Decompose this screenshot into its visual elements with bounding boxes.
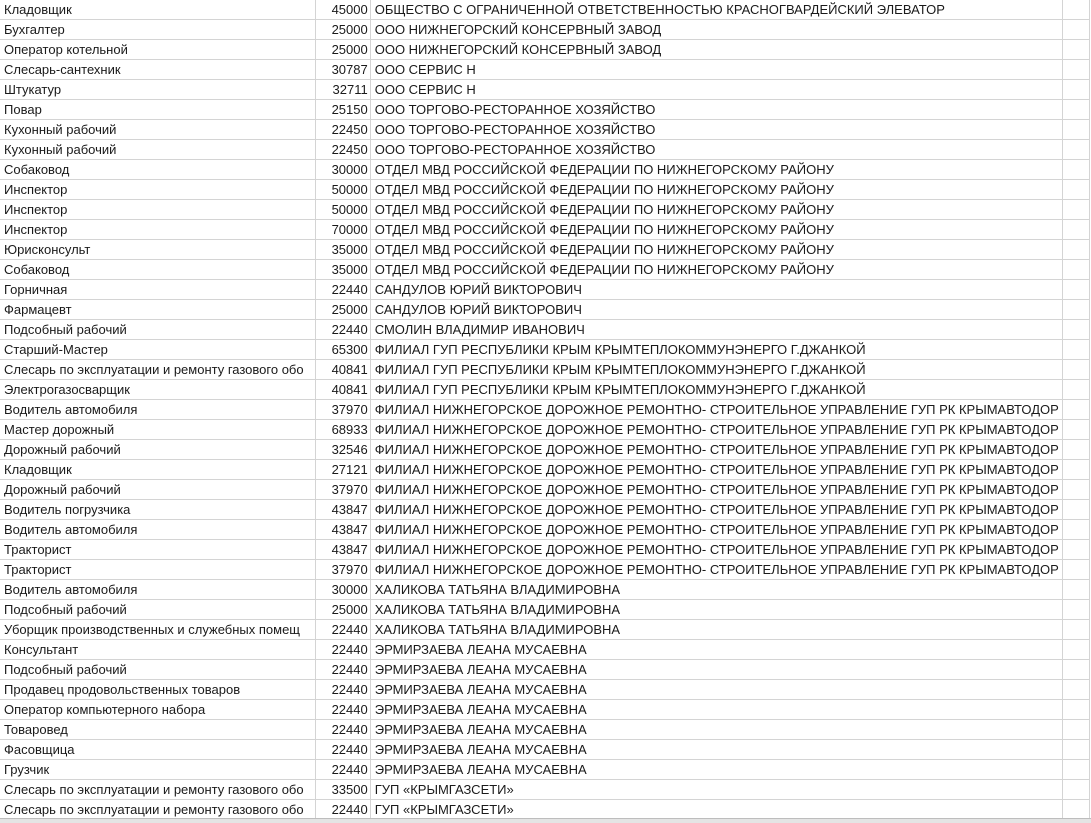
sheet-tab-bar: [0, 818, 1091, 823]
cell-empty[interactable]: [1062, 540, 1089, 560]
cell-salary[interactable]: 45000: [316, 0, 370, 20]
cell-employer[interactable]: ФИЛИАЛ НИЖНЕГОРСКОЕ ДОРОЖНОЕ РЕМОНТНО- СТРОИТЕЛЬНОЕ УПРАВЛЕНИЕ ГУП РК КРЫМАВТОДОР: [370, 560, 1062, 580]
cell-empty[interactable]: [1062, 60, 1089, 80]
table-row: [0, 500, 1090, 520]
cell-salary[interactable]: 37970: [316, 480, 370, 500]
table-row: [0, 400, 1090, 420]
cell-employer[interactable]: ЭРМИРЗАЕВА ЛЕАНА МУСАЕВНА: [370, 640, 1062, 660]
table-row: [0, 480, 1090, 500]
cell-salary[interactable]: 37970: [316, 400, 370, 420]
cell-employer[interactable]: ОТДЕЛ МВД РОССИЙСКОЙ ФЕДЕРАЦИИ ПО НИЖНЕГОРСКОМУ РАЙОНУ: [370, 220, 1062, 240]
cell-employer[interactable]: ООО НИЖНЕГОРСКИЙ КОНСЕРВНЫЙ ЗАВОД: [370, 40, 1062, 60]
cell-salary[interactable]: 68933: [316, 420, 370, 440]
cell-empty[interactable]: [1062, 340, 1089, 360]
table-row: [0, 740, 1090, 760]
table-row: [0, 700, 1090, 720]
table-row: [0, 680, 1090, 700]
cell-salary[interactable]: 22440: [316, 760, 370, 780]
cell-employer[interactable]: САНДУЛОВ ЮРИЙ ВИКТОРОВИЧ: [370, 300, 1062, 320]
table-row: [0, 40, 1090, 60]
cell-empty[interactable]: [1062, 220, 1089, 240]
cell-employer[interactable]: ФИЛИАЛ ГУП РЕСПУБЛИКИ КРЫМ КРЫМТЕПЛОКОММУНЭНЕРГО Г.ДЖАНКОЙ: [370, 380, 1062, 400]
cell-position[interactable]: Инспектор: [0, 220, 316, 240]
cell-position[interactable]: Подсобный рабочий: [0, 320, 316, 340]
cell-position[interactable]: Бухгалтер: [0, 20, 316, 40]
cell-position[interactable]: Юрисконсульт: [0, 240, 316, 260]
cell-employer[interactable]: ЭРМИРЗАЕВА ЛЕАНА МУСАЕВНА: [370, 660, 1062, 680]
cell-empty[interactable]: [1062, 100, 1089, 120]
cell-salary[interactable]: 22440: [316, 680, 370, 700]
cell-position[interactable]: Подсобный рабочий: [0, 660, 316, 680]
cell-salary[interactable]: 22450: [316, 120, 370, 140]
cell-employer[interactable]: ФИЛИАЛ НИЖНЕГОРСКОЕ ДОРОЖНОЕ РЕМОНТНО- СТРОИТЕЛЬНОЕ УПРАВЛЕНИЕ ГУП РК КРЫМАВТОДОР: [370, 540, 1062, 560]
cell-position[interactable]: Фармацевт: [0, 300, 316, 320]
cell-empty[interactable]: [1062, 560, 1089, 580]
cell-employer[interactable]: СМОЛИН ВЛАДИМИР ИВАНОВИЧ: [370, 320, 1062, 340]
table-row: [0, 540, 1090, 560]
cell-empty[interactable]: [1062, 520, 1089, 540]
cell-employer[interactable]: ХАЛИКОВА ТАТЬЯНА ВЛАДИМИРОВНА: [370, 600, 1062, 620]
table-row: [0, 440, 1090, 460]
cell-employer[interactable]: ОТДЕЛ МВД РОССИЙСКОЙ ФЕДЕРАЦИИ ПО НИЖНЕГОРСКОМУ РАЙОНУ: [370, 200, 1062, 220]
table-row: [0, 0, 1090, 20]
cell-salary[interactable]: 22440: [316, 320, 370, 340]
cell-empty[interactable]: [1062, 700, 1089, 720]
table-row: [0, 520, 1090, 540]
cell-position[interactable]: Штукатур: [0, 80, 316, 100]
cell-position[interactable]: Водитель автомобиля: [0, 520, 316, 540]
cell-empty[interactable]: [1062, 380, 1089, 400]
cell-empty[interactable]: [1062, 360, 1089, 380]
cell-employer[interactable]: ЭРМИРЗАЕВА ЛЕАНА МУСАЕВНА: [370, 720, 1062, 740]
cell-empty[interactable]: [1062, 660, 1089, 680]
cell-position[interactable]: Кладовщик: [0, 460, 316, 480]
table-row: [0, 360, 1090, 380]
cell-salary[interactable]: 25000: [316, 20, 370, 40]
cell-salary[interactable]: 37970: [316, 560, 370, 580]
cell-position[interactable]: Дорожный рабочий: [0, 440, 316, 460]
cell-employer[interactable]: ЭРМИРЗАЕВА ЛЕАНА МУСАЕВНА: [370, 680, 1062, 700]
table-row: [0, 580, 1090, 600]
cell-employer[interactable]: ФИЛИАЛ ГУП РЕСПУБЛИКИ КРЫМ КРЫМТЕПЛОКОММУНЭНЕРГО Г.ДЖАНКОЙ: [370, 340, 1062, 360]
cell-empty[interactable]: [1062, 160, 1089, 180]
table-row: [0, 600, 1090, 620]
table-row: [0, 280, 1090, 300]
cell-position[interactable]: Кухонный рабочий: [0, 120, 316, 140]
cell-employer[interactable]: ООО СЕРВИС Н: [370, 80, 1062, 100]
cell-salary[interactable]: 33500: [316, 780, 370, 800]
cell-employer[interactable]: ОТДЕЛ МВД РОССИЙСКОЙ ФЕДЕРАЦИИ ПО НИЖНЕГОРСКОМУ РАЙОНУ: [370, 260, 1062, 280]
cell-employer[interactable]: ФИЛИАЛ ГУП РЕСПУБЛИКИ КРЫМ КРЫМТЕПЛОКОММУНЭНЕРГО Г.ДЖАНКОЙ: [370, 360, 1062, 380]
cell-empty[interactable]: [1062, 140, 1089, 160]
cell-salary[interactable]: 40841: [316, 380, 370, 400]
cell-position[interactable]: Уборщик производственных и служебных помещ: [0, 620, 316, 640]
cell-empty[interactable]: [1062, 500, 1089, 520]
cell-position[interactable]: Инспектор: [0, 200, 316, 220]
table-row: [0, 220, 1090, 240]
cell-empty[interactable]: [1062, 460, 1089, 480]
cell-salary[interactable]: 22440: [316, 800, 370, 820]
table-row: [0, 320, 1090, 340]
cell-salary[interactable]: 65300: [316, 340, 370, 360]
cell-position[interactable]: Электрогазосварщик: [0, 380, 316, 400]
cell-employer[interactable]: ФИЛИАЛ НИЖНЕГОРСКОЕ ДОРОЖНОЕ РЕМОНТНО- СТРОИТЕЛЬНОЕ УПРАВЛЕНИЕ ГУП РК КРЫМАВТОДОР: [370, 480, 1062, 500]
table-row: [0, 180, 1090, 200]
cell-employer[interactable]: ХАЛИКОВА ТАТЬЯНА ВЛАДИМИРОВНА: [370, 620, 1062, 640]
cell-empty[interactable]: [1062, 780, 1089, 800]
cell-empty[interactable]: [1062, 280, 1089, 300]
cell-employer[interactable]: САНДУЛОВ ЮРИЙ ВИКТОРОВИЧ: [370, 280, 1062, 300]
table-row: [0, 720, 1090, 740]
table-row: [0, 460, 1090, 480]
cell-salary[interactable]: 22440: [316, 720, 370, 740]
cell-employer[interactable]: ФИЛИАЛ НИЖНЕГОРСКОЕ ДОРОЖНОЕ РЕМОНТНО- СТРОИТЕЛЬНОЕ УПРАВЛЕНИЕ ГУП РК КРЫМАВТОДОР: [370, 500, 1062, 520]
table-row: [0, 260, 1090, 280]
cell-position[interactable]: Старший-Мастер: [0, 340, 316, 360]
cell-employer[interactable]: ООО СЕРВИС Н: [370, 60, 1062, 80]
cell-empty[interactable]: [1062, 480, 1089, 500]
cell-salary[interactable]: 43847: [316, 540, 370, 560]
cell-position[interactable]: Товаровед: [0, 720, 316, 740]
table-row: [0, 80, 1090, 100]
cell-employer[interactable]: ХАЛИКОВА ТАТЬЯНА ВЛАДИМИРОВНА: [370, 580, 1062, 600]
cell-salary[interactable]: 70000: [316, 220, 370, 240]
cell-empty[interactable]: [1062, 320, 1089, 340]
cell-empty[interactable]: [1062, 80, 1089, 100]
cell-employer[interactable]: ФИЛИАЛ НИЖНЕГОРСКОЕ ДОРОЖНОЕ РЕМОНТНО- СТРОИТЕЛЬНОЕ УПРАВЛЕНИЕ ГУП РК КРЫМАВТОДОР: [370, 420, 1062, 440]
table-row: [0, 660, 1090, 680]
cell-empty[interactable]: [1062, 400, 1089, 420]
cell-salary[interactable]: 32546: [316, 440, 370, 460]
cell-salary[interactable]: 50000: [316, 180, 370, 200]
cell-employer[interactable]: ЭРМИРЗАЕВА ЛЕАНА МУСАЕВНА: [370, 700, 1062, 720]
cell-position[interactable]: Слесарь по эксплуатации и ремонту газового обо: [0, 800, 316, 820]
cell-empty[interactable]: [1062, 240, 1089, 260]
cell-empty[interactable]: [1062, 200, 1089, 220]
cell-empty[interactable]: [1062, 420, 1089, 440]
table-row: [0, 20, 1090, 40]
cell-position[interactable]: Тракторист: [0, 540, 316, 560]
cell-empty[interactable]: [1062, 800, 1089, 820]
cell-employer[interactable]: ФИЛИАЛ НИЖНЕГОРСКОЕ ДОРОЖНОЕ РЕМОНТНО- СТРОИТЕЛЬНОЕ УПРАВЛЕНИЕ ГУП РК КРЫМАВТОДОР: [370, 440, 1062, 460]
table-row: [0, 380, 1090, 400]
cell-salary[interactable]: 30787: [316, 60, 370, 80]
cell-employer[interactable]: ЭРМИРЗАЕВА ЛЕАНА МУСАЕВНА: [370, 760, 1062, 780]
cell-salary[interactable]: 40841: [316, 360, 370, 380]
table-row: [0, 760, 1090, 780]
table-row: [0, 620, 1090, 640]
cell-salary[interactable]: 22440: [316, 640, 370, 660]
cell-position[interactable]: Инспектор: [0, 180, 316, 200]
table-row: [0, 100, 1090, 120]
cell-position[interactable]: Собаковод: [0, 160, 316, 180]
cell-empty[interactable]: [1062, 260, 1089, 280]
cell-salary[interactable]: 25000: [316, 600, 370, 620]
cell-position[interactable]: Дорожный рабочий: [0, 480, 316, 500]
cell-empty[interactable]: [1062, 740, 1089, 760]
cell-salary[interactable]: 32711: [316, 80, 370, 100]
cell-position[interactable]: Тракторист: [0, 560, 316, 580]
cell-salary[interactable]: 30000: [316, 160, 370, 180]
table-row: [0, 60, 1090, 80]
cell-position[interactable]: Кухонный рабочий: [0, 140, 316, 160]
cell-salary[interactable]: 22440: [316, 620, 370, 640]
cell-salary[interactable]: 27121: [316, 460, 370, 480]
table-row: [0, 240, 1090, 260]
cell-empty[interactable]: [1062, 580, 1089, 600]
table-row: [0, 200, 1090, 220]
cell-employer[interactable]: ООО ТОРГОВО-РЕСТОРАННОЕ ХОЗЯЙСТВО: [370, 140, 1062, 160]
table-row: [0, 140, 1090, 160]
cell-position[interactable]: Кладовщик: [0, 0, 316, 20]
cell-employer[interactable]: ФИЛИАЛ НИЖНЕГОРСКОЕ ДОРОЖНОЕ РЕМОНТНО- СТРОИТЕЛЬНОЕ УПРАВЛЕНИЕ ГУП РК КРЫМАВТОДОР: [370, 460, 1062, 480]
table-row: [0, 560, 1090, 580]
cell-salary[interactable]: 30000: [316, 580, 370, 600]
cell-position[interactable]: Слесарь-сантехник: [0, 60, 316, 80]
cell-position[interactable]: Консультант: [0, 640, 316, 660]
cell-salary[interactable]: 25000: [316, 40, 370, 60]
cell-salary[interactable]: 22450: [316, 140, 370, 160]
table-row: [0, 420, 1090, 440]
cell-employer[interactable]: ЭРМИРЗАЕВА ЛЕАНА МУСАЕВНА: [370, 740, 1062, 760]
cell-employer[interactable]: ФИЛИАЛ НИЖНЕГОРСКОЕ ДОРОЖНОЕ РЕМОНТНО- СТРОИТЕЛЬНОЕ УПРАВЛЕНИЕ ГУП РК КРЫМАВТОДОР: [370, 400, 1062, 420]
cell-employer[interactable]: ГУП «КРЫМГАЗСЕТИ»: [370, 780, 1062, 800]
cell-empty[interactable]: [1062, 0, 1089, 20]
cell-position[interactable]: Фасовщица: [0, 740, 316, 760]
cell-employer[interactable]: ОТДЕЛ МВД РОССИЙСКОЙ ФЕДЕРАЦИИ ПО НИЖНЕГОРСКОМУ РАЙОНУ: [370, 160, 1062, 180]
cell-empty[interactable]: [1062, 760, 1089, 780]
cell-salary[interactable]: 35000: [316, 260, 370, 280]
cell-salary[interactable]: 25000: [316, 300, 370, 320]
cell-position[interactable]: Повар: [0, 100, 316, 120]
cell-empty[interactable]: [1062, 720, 1089, 740]
cell-salary[interactable]: 22440: [316, 740, 370, 760]
cell-position[interactable]: Собаковод: [0, 260, 316, 280]
cell-position[interactable]: Оператор котельной: [0, 40, 316, 60]
cell-salary[interactable]: 22440: [316, 660, 370, 680]
table-row: [0, 160, 1090, 180]
cell-employer[interactable]: ФИЛИАЛ НИЖНЕГОРСКОЕ ДОРОЖНОЕ РЕМОНТНО- СТРОИТЕЛЬНОЕ УПРАВЛЕНИЕ ГУП РК КРЫМАВТОДОР: [370, 520, 1062, 540]
cell-salary[interactable]: 22440: [316, 700, 370, 720]
cell-position[interactable]: Подсобный рабочий: [0, 600, 316, 620]
cell-empty[interactable]: [1062, 180, 1089, 200]
cell-position[interactable]: Слесарь по эксплуатации и ремонту газового обо: [0, 780, 316, 800]
cell-empty[interactable]: [1062, 600, 1089, 620]
cell-empty[interactable]: [1062, 40, 1089, 60]
table-row: [0, 640, 1090, 660]
cell-salary[interactable]: 43847: [316, 520, 370, 540]
cell-position[interactable]: Водитель погрузчика: [0, 500, 316, 520]
cell-empty[interactable]: [1062, 440, 1089, 460]
cell-employer[interactable]: ООО НИЖНЕГОРСКИЙ КОНСЕРВНЫЙ ЗАВОД: [370, 20, 1062, 40]
cell-salary[interactable]: 50000: [316, 200, 370, 220]
table-row: [0, 800, 1090, 820]
cell-salary[interactable]: 35000: [316, 240, 370, 260]
table-row: [0, 780, 1090, 800]
cell-empty[interactable]: [1062, 640, 1089, 660]
cell-empty[interactable]: [1062, 20, 1089, 40]
cell-employer[interactable]: ГУП «КРЫМГАЗСЕТИ»: [370, 800, 1062, 820]
cell-empty[interactable]: [1062, 620, 1089, 640]
cell-position[interactable]: Продавец продовольственных товаров: [0, 680, 316, 700]
cell-empty[interactable]: [1062, 120, 1089, 140]
cell-position[interactable]: Водитель автомобиля: [0, 400, 316, 420]
table-row: [0, 340, 1090, 360]
cell-employer[interactable]: ОТДЕЛ МВД РОССИЙСКОЙ ФЕДЕРАЦИИ ПО НИЖНЕГОРСКОМУ РАЙОНУ: [370, 180, 1062, 200]
cell-employer[interactable]: ОБЩЕСТВО С ОГРАНИЧЕННОЙ ОТВЕТСТВЕННОСТЬЮ КРАСНОГВАРДЕЙСКИЙ ЭЛЕВАТОР: [370, 0, 1062, 20]
cell-position[interactable]: Слесарь по эксплуатации и ремонту газового обо: [0, 360, 316, 380]
cell-salary[interactable]: 43847: [316, 500, 370, 520]
cell-position[interactable]: Грузчик: [0, 760, 316, 780]
cell-empty[interactable]: [1062, 680, 1089, 700]
cell-salary[interactable]: 25150: [316, 100, 370, 120]
cell-employer[interactable]: ООО ТОРГОВО-РЕСТОРАННОЕ ХОЗЯЙСТВО: [370, 100, 1062, 120]
cell-position[interactable]: Горничная: [0, 280, 316, 300]
cell-position[interactable]: Водитель автомобиля: [0, 580, 316, 600]
table-row: [0, 120, 1090, 140]
table-row: [0, 300, 1090, 320]
cell-position[interactable]: Оператор компьютерного набора: [0, 700, 316, 720]
cell-salary[interactable]: 22440: [316, 280, 370, 300]
cell-empty[interactable]: [1062, 300, 1089, 320]
cell-employer[interactable]: ООО ТОРГОВО-РЕСТОРАННОЕ ХОЗЯЙСТВО: [370, 120, 1062, 140]
cell-position[interactable]: Мастер дорожный: [0, 420, 316, 440]
cell-employer[interactable]: ОТДЕЛ МВД РОССИЙСКОЙ ФЕДЕРАЦИИ ПО НИЖНЕГОРСКОМУ РАЙОНУ: [370, 240, 1062, 260]
